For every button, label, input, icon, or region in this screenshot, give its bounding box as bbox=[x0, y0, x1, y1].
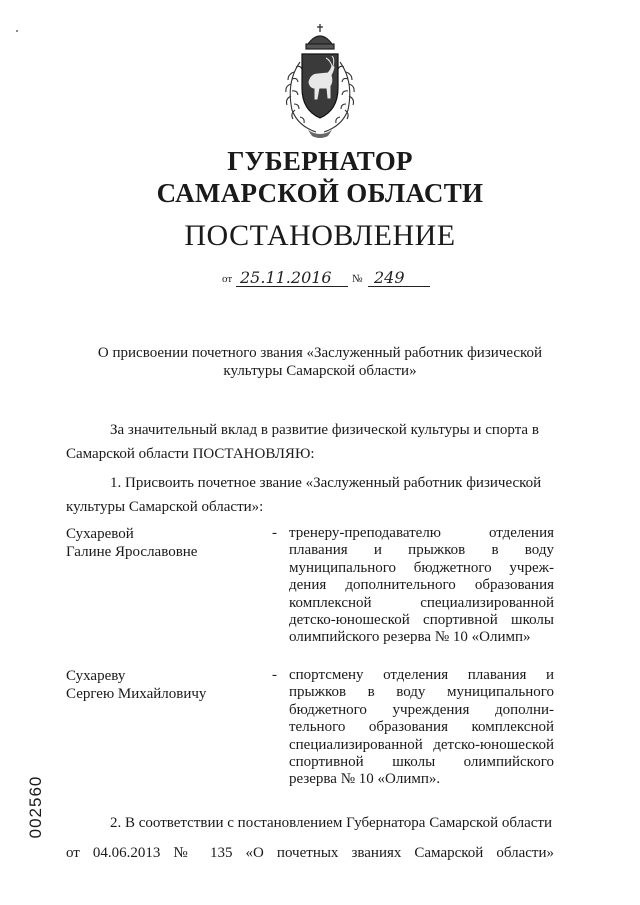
recipient-surname: Сухареву bbox=[66, 668, 126, 684]
description-line: олимпийского резерва № 10 «Олимп» bbox=[289, 629, 531, 646]
description-line: дения дополнительного образования bbox=[289, 577, 554, 594]
recipient-surname: Сухаревой bbox=[66, 526, 134, 542]
samara-coat-of-arms-icon bbox=[278, 22, 362, 140]
authority-title-line1: ГУБЕРНАТОР bbox=[227, 146, 413, 176]
side-code-text: 002560 bbox=[26, 775, 45, 839]
description-line: детско-юношеской спортивной школы bbox=[289, 612, 554, 629]
description-line: спортсмену отделения плавания и bbox=[289, 667, 554, 683]
item1-line-1: 1. Присвоить почетное звание «Заслуженный работник физической bbox=[110, 475, 542, 491]
recipient-dash: - bbox=[272, 525, 277, 541]
document-type-heading: ПОСТАНОВЛЕНИЕ bbox=[184, 219, 456, 252]
authority-title-line2: САМАРСКОЙ ОБЛАСТИ bbox=[156, 178, 484, 208]
subject-line-1: О присвоении почетного звания «Заслуженный работник физической bbox=[97, 345, 543, 361]
item2-line-2: от 04.06.2013 № 135 «О почетных званиях Самарской области» bbox=[66, 845, 554, 861]
handwritten-number: 249 bbox=[374, 268, 405, 287]
recipient-given-names: Сергею Михайловичу bbox=[66, 686, 207, 702]
date-number-line bbox=[222, 261, 442, 293]
subject-line-2: культуры Самарской области» bbox=[223, 363, 417, 379]
recipient-dash: - bbox=[272, 667, 277, 683]
document-subject bbox=[60, 344, 580, 380]
intro-line-2: Самарской области ПОСТАНОВЛЯЮ: bbox=[66, 446, 315, 462]
number-prefix: № bbox=[352, 273, 363, 285]
description-line: специализированной детско-юношеской bbox=[289, 736, 554, 753]
description-line: тельного образования комплексной bbox=[289, 719, 554, 736]
side-registration-code bbox=[25, 772, 47, 842]
scan-speck bbox=[16, 30, 18, 32]
description-line: комплексной специализированной bbox=[289, 594, 554, 611]
item1-line-2: культуры Самарской области»: bbox=[66, 499, 264, 515]
description-line: муниципального бюджетного учреж- bbox=[289, 559, 554, 576]
description-line: резерва № 10 «Олимп». bbox=[289, 771, 441, 788]
item2-line-1: 2. В соответствии с постановлением Губернатора Самарской области bbox=[110, 815, 553, 831]
description-line: плавания и прыжков в воду bbox=[289, 542, 554, 559]
description-line: бюджетного учреждения дополни- bbox=[289, 701, 554, 718]
date-prefix: от bbox=[222, 273, 233, 285]
description-line: тренеру-преподавателю отделения bbox=[289, 525, 554, 541]
recipient-name-block bbox=[66, 525, 197, 561]
description-line: прыжков в воду муниципального bbox=[289, 684, 554, 701]
recipient-description bbox=[289, 525, 554, 647]
handwritten-date: 25.11.2016 bbox=[240, 268, 332, 287]
recipient-description bbox=[289, 667, 554, 789]
recipient-name-block bbox=[66, 667, 206, 703]
intro-line-1: За значительный вклад в развитие физической культуры и спорта в bbox=[110, 422, 539, 438]
description-line: спортивной школы олимпийского bbox=[289, 754, 554, 771]
recipient-given-names: Галине Ярославовне bbox=[66, 544, 198, 560]
